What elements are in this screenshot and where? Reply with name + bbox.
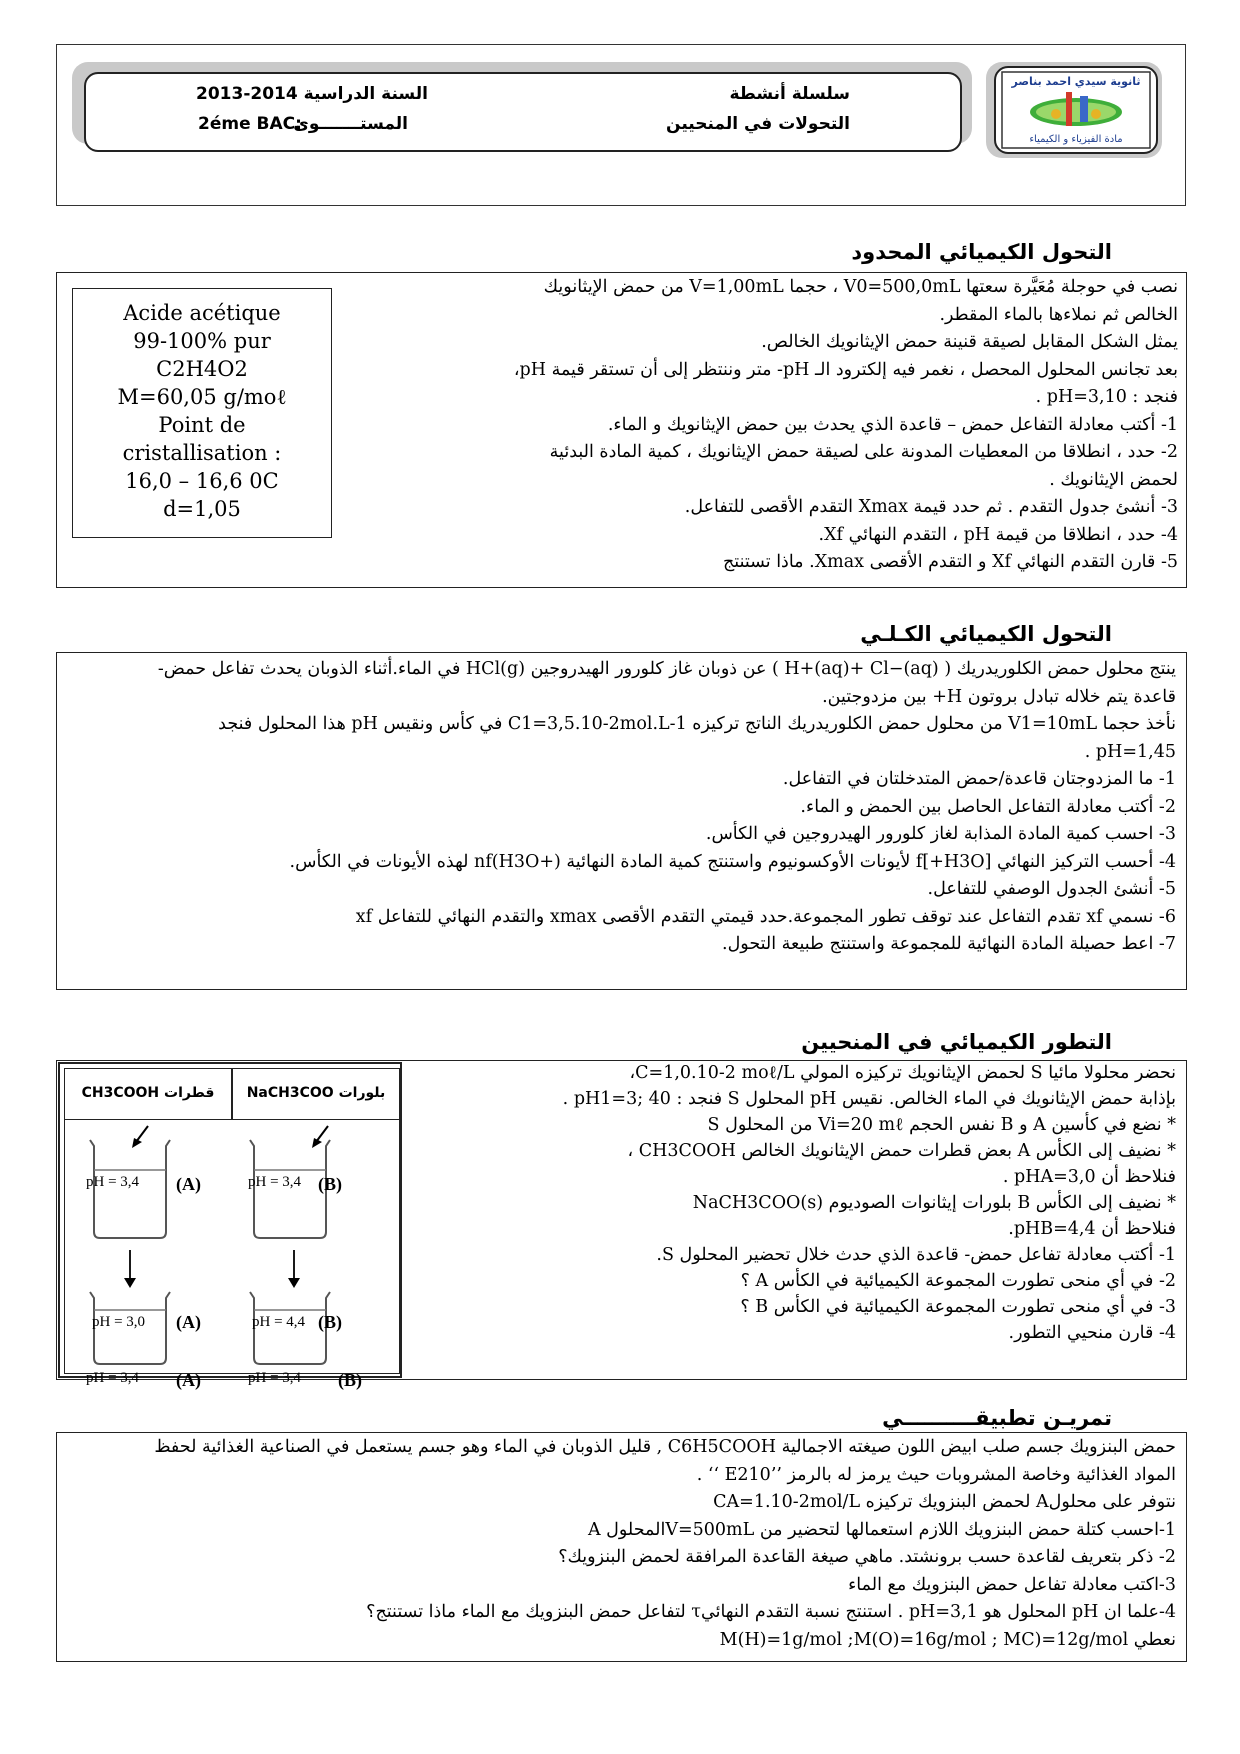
header-banner — [84, 72, 962, 152]
s2-line: قاعدة يتم خلاله تبادل بروتون H+ بين مزدوجتين. — [822, 686, 1176, 707]
s1-question: 3- أنشئ جدول التقدم . ثم حدد قيمة Xmax التقدم الأقصى للتفاعل. — [684, 497, 1178, 517]
s3-question: 2- في أي منحى تطورت المجموعة الكيميائية في الكأس A ؟ — [740, 1271, 1176, 1291]
level-row — [198, 114, 408, 138]
svg-text:ثانوية سيدي احمد بناصر: ثانوية سيدي احمد بناصر — [1011, 75, 1141, 88]
s3-question: 4- قارن منحيي التطور. — [1008, 1323, 1176, 1343]
ph-beaker-b-before: pH = 3,4 — [248, 1370, 302, 1386]
s4-line: نتوفر على محلولA لحمض البنزويك تركيزه CA=1.10-2mol/L — [713, 1492, 1176, 1512]
s4-line: حمض البنزويك جسم صلب ابيض اللون صيغته الاجمالية C6H5COOH , قليل الذوبان في الماء وهو جسم يستعمل في الصناعية الغذائية لحفظ — [154, 1437, 1176, 1457]
beaker-b-label: (B) — [338, 1370, 362, 1390]
s4-line: المواد الغذائية وخاصة المشروبات حيث يرمز له بالرمز ’’E210 ‘‘ . — [696, 1464, 1176, 1485]
s3-line: * نضيف إلى الكأس B بلورات إيثانوات الصوديوم NaCH3COO(s) — [692, 1193, 1176, 1213]
beaker-b-before-tag: (B) — [318, 1174, 342, 1194]
s2-question: 2- أكتب معادلة التفاعل الحاصل بين الحمض و الماء. — [800, 796, 1176, 817]
beaker-a-after-tag: (A) — [176, 1312, 201, 1332]
level-value: 2éme BAC: — [198, 114, 302, 134]
s2-question: 4- أحسب التركيز النهائي [H3O+]f لأيونات الأوكسونيوم واستنتج كمية المادة النهائية nf(H3O+) لهذه الأيونات في الكأس. — [289, 851, 1176, 872]
s1-line: لحمض الإيثانويك . — [1049, 469, 1178, 490]
col-b-header: بلورات NaCH3COO — [232, 1068, 400, 1120]
acetic-acid-label-card — [72, 288, 332, 538]
s3-line: * نضع في كأسين A و B نفس الحجم Vi=20 mℓ من المحلول S — [707, 1115, 1176, 1135]
s3-line: نحضر محلولا مائيا S لحمض الإيثانويك تركيزه المولي C=1,0.10-2 moℓ/L، — [629, 1063, 1176, 1083]
label-line: Point de — [158, 413, 246, 437]
s3-line: فنلاحظ أن pHB=4,4. — [1008, 1219, 1176, 1239]
s2-line: نأخذ حجما V1=10mL من محلول حمض الكلوريدريك الناتج تركيزه C1=3,5.10-2mol.L-1 في كأس ونقيس pH هذا المحلول فنجد — [218, 714, 1176, 734]
ph-beaker-b-after-label: pH = 4,4 — [252, 1314, 306, 1330]
school-year: السنة الدراسية 2014-2013 — [196, 84, 428, 104]
topic-title: التحولات في المنحيين — [666, 114, 850, 134]
logo-frame — [994, 66, 1158, 154]
section4-text — [64, 1434, 1176, 1654]
s1-line: الخالص ثم نملاءها بالماء المقطر. — [939, 304, 1178, 325]
s1-line: فنجد : pH=3,10 . — [1035, 387, 1178, 407]
section2-text — [66, 656, 1176, 959]
s4-question: 2- ذكر بتعريف لقاعدة حسب برونشتد. ماهي صيغة القاعدة المرافقة لحمض البنزويك؟ — [558, 1547, 1176, 1567]
svg-text:مادة الفيزياء و الكيمياء: مادة الفيزياء و الكيمياء — [1029, 134, 1123, 145]
beakers-drawing — [60, 1120, 400, 1376]
label-line: 16,0 – 16,6 0C — [125, 469, 279, 493]
s1-question: 4- حدد ، انطلاقا من قيمة pH ، التقدم النهائي Xf. — [818, 524, 1178, 545]
section2-title: التحول الكيميائي الكـلـي — [860, 622, 1112, 646]
s4-question: 1-احسب كتلة حمض البنزويك اللازم استعمالها لتحضير من V=500mLالمحلول A — [587, 1519, 1176, 1540]
level-label: المستـــــــوى — [293, 114, 408, 134]
s2-question: 7- اعط حصيلة المادة النهائية للمجموعة واستنتج طبيعة التحول. — [722, 934, 1176, 954]
s2-question: 5- أنشئ الجدول الوصفي للتفاعل. — [927, 879, 1176, 899]
s3-question: 1- أكتب معادلة تفاعل حمض- قاعدة الذي حدث خلال تحضير المحلول S. — [656, 1245, 1176, 1265]
s1-line: نصب في حوجلة مُعَيَّرة سعتها V0=500,0mL ، حجما V=1,00mL من حمض الإيثانويك — [543, 277, 1178, 297]
label-line: 99-100% pur — [133, 329, 271, 353]
col-a-header: قطرات CH3COOH — [64, 1068, 232, 1120]
section1-text — [418, 274, 1178, 577]
ph-beaker-a-before: pH = 3,4 — [86, 1370, 140, 1386]
beaker-a-before-tag: (A) — [176, 1174, 201, 1194]
s4-question: 3-اكتب معادلة تفاعل حمض البنزويك مع الماء — [848, 1574, 1176, 1595]
beaker-a-label: (A) — [176, 1370, 201, 1390]
label-line: M=60,05 g/moℓ — [117, 385, 287, 409]
s2-question: 3- احسب كمية المادة المذابة لغاز كلورور الهيدروجين في الكأس. — [705, 824, 1176, 844]
ph-beaker-a-after-label: pH = 3,0 — [92, 1314, 146, 1330]
ph-beaker-b-before-label: pH = 3,4 — [248, 1174, 302, 1190]
s3-line: * نضيف إلى الكأس A بعض قطرات حمض الإيثانويك الخالص CH3COOH ، — [627, 1141, 1176, 1161]
label-line: C2H4O2 — [156, 357, 248, 381]
s3-line: فنلاحظ أن pHA=3,0 . — [1002, 1167, 1176, 1187]
beaker-b-after-tag: (B) — [318, 1312, 342, 1332]
series-title: سلسلة أنشطة — [729, 84, 850, 104]
s3-line: بإذابة حمض الإيثانويك في الماء الخالص. نقيس pH المحلول S فنجد : pH1=3; 40 . — [562, 1089, 1176, 1109]
s2-question: 6- نسمي xf تقدم التفاعل عند توقف تطور المجموعة.حدد قيمتي التقدم الأقصى xmax والتقدم النهائي للتفاعل xf — [355, 906, 1176, 927]
s1-line: بعد تجانس المحلول المحصل ، نغمر فيه إلكترود الـ pH- متر وننتظر إلى أن تستقر قيمة pH، — [513, 359, 1178, 380]
school-logo — [996, 68, 1156, 152]
s4-given-data: نعطي M(H)=1g/mol ;M(O)=16g/mol ; MC)=12g/mol — [719, 1629, 1176, 1650]
section1-title: التحول الكيميائي المحدود — [851, 240, 1112, 264]
s1-line: يمثل الشكل المقابل لصيقة قنينة حمض الإيثانويك الخالص. — [761, 332, 1178, 352]
s1-question: 2- حدد ، انطلاقا من المعطيات المدونة على لصيقة حمض الإيثانويك ، كمية المادة البدئية — [549, 442, 1178, 462]
s4-question: 4-علما ان pH المحلول هو pH=3,1 . استنتج نسبة التقدم النهائيτ لتفاعل حمض البنزويك مع الماء ماذا تستنتج؟ — [366, 1602, 1176, 1622]
s1-question: 1- أكتب معادلة التفاعل حمض – قاعدة الذي يحدث بين حمض الإيثانويك و الماء. — [607, 414, 1178, 435]
s3-question: 3- في أي منحى تطورت المجموعة الكيميائية في الكأس B ؟ — [740, 1297, 1176, 1317]
label-line: Acide acétique — [123, 301, 281, 325]
s2-question: 1- ما المزدوجتان قاعدة/حمض المتدخلتان في التفاعل. — [782, 769, 1176, 789]
section3-text — [416, 1060, 1176, 1346]
s2-line: pH=1,45 . — [1084, 741, 1176, 762]
s2-line: ينتج محلول حمض الكلوريدريك ( H+(aq)+ Cl−(aq) ) عن ذوبان غاز كلورور الهيدروجين HCl(g) في الماء.أثناء الذوبان يحدث تفاعل حمض- — [157, 659, 1176, 679]
section3-title: التطور الكيميائي في المنحيين — [801, 1030, 1112, 1054]
ph-beaker-a-before-label: pH = 3,4 — [86, 1174, 140, 1190]
label-line: cristallisation : — [122, 441, 282, 465]
section4-title: تمريـن تطبيقــــــــــي — [882, 1406, 1112, 1430]
s1-question: 5- قارن التقدم النهائي Xf و التقدم الأقصى Xmax. ماذا تستنتج — [723, 552, 1178, 572]
label-line: d=1,05 — [163, 497, 241, 521]
